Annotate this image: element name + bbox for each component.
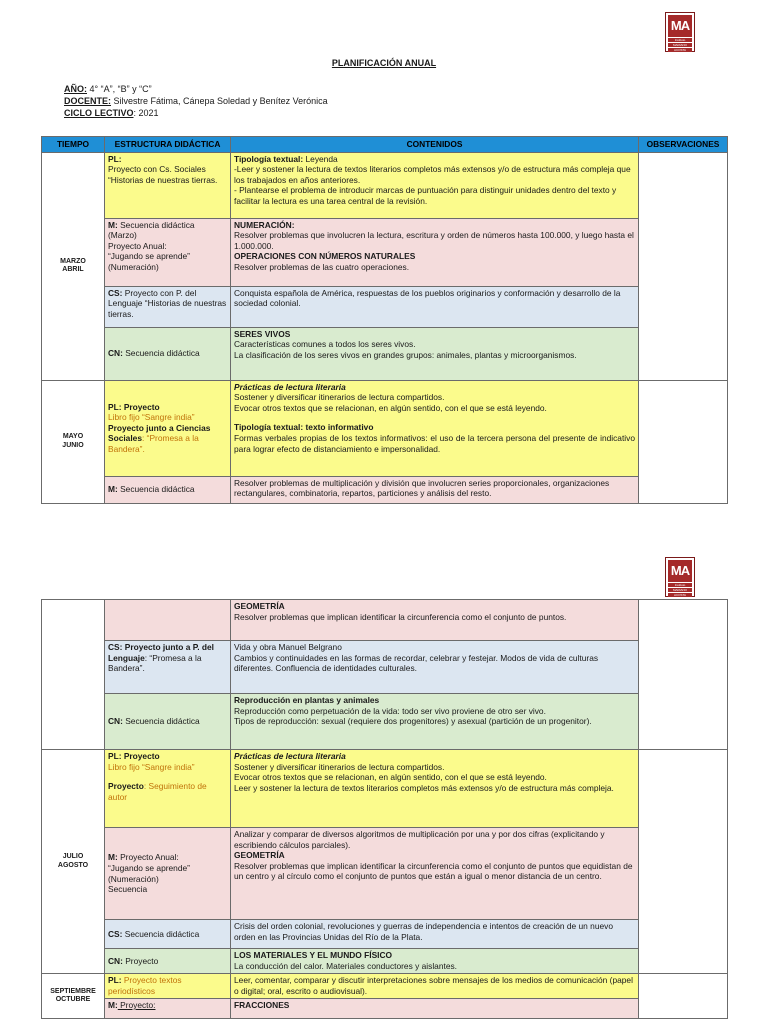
tiempo-label: SEPTIEMBRE: [50, 987, 96, 995]
contenidos-cell: [231, 920, 639, 949]
table-row: [42, 974, 728, 999]
docente-value: Silvestre Fátima, Cánepa Soledad y Benítez Verónica: [111, 96, 328, 106]
area-label: CN:: [108, 955, 123, 966]
area-label: CS:: [108, 287, 123, 298]
ciclo-value: : 2021: [133, 108, 159, 118]
observaciones-cell: [639, 600, 728, 750]
contenido-text: La clasificación de los seres vivos en grandes grupos: animales, plantas y microorganismos.: [234, 349, 577, 360]
table-row: [42, 476, 728, 503]
tiempo-label: JUNIO: [62, 441, 84, 449]
table-row: [42, 218, 728, 286]
header-contenidos: CONTENIDOS: [231, 137, 639, 153]
logo-letters: MA: [668, 560, 692, 582]
estructura-text: Proyecto: [122, 955, 159, 966]
estructura-cell: [105, 694, 231, 750]
observaciones-cell: [639, 380, 728, 503]
estructura-text: : “Promesa a la Bandera”.: [108, 433, 199, 454]
estructura-cell: [105, 641, 231, 694]
contenido-text: Evocar otros textos que se relacionan, en algún sentido, con el que se está leyendo.: [234, 402, 547, 413]
contenido-text: Resolver problemas que involucren la lectura, escritura y orden de números hasta 100.000, y luego hasta el 1.000.000.: [234, 230, 634, 251]
planning-table-page-1: [41, 136, 728, 504]
tiempo-label: AGOSTO: [57, 861, 89, 869]
estructura-cell: [105, 218, 231, 286]
contenidos-cell: [231, 327, 639, 380]
contenido-heading-bold: Tipología textual:: [234, 153, 304, 164]
estructura-cell: [105, 920, 231, 949]
tiempo-label: JULIO: [62, 853, 84, 860]
estructura-text: Secuencia: [108, 884, 148, 895]
estructura-text: : Seguimiento de autor: [108, 781, 207, 802]
docente-line: [64, 96, 328, 107]
contenido-text: Resolver problemas que implican identificar la circunferencia como el conjunto de puntos.: [234, 611, 567, 622]
page-2: [0, 548, 768, 1024]
contenidos-cell: [231, 974, 639, 999]
anio-label: AÑO:: [64, 84, 87, 94]
contenido-text: Características comunes a todos los seres vivos.: [234, 339, 416, 350]
document-title: PLANIFICACIÓN ANUAL: [331, 58, 437, 68]
school-logo: [665, 12, 695, 52]
area-label: M:: [108, 219, 118, 230]
estructura-text: Proyecto con P. del Lenguaje “Historias de nuestras tierras.: [108, 287, 227, 319]
table-row: [42, 327, 728, 380]
tiempo-cell: [42, 152, 105, 380]
logo-line-2: MARIANO: [668, 588, 692, 592]
tiempo-cell: [42, 750, 105, 974]
estructura-text: Proyecto Anual:: [117, 852, 179, 863]
header-observaciones: OBSERVACIONES: [639, 137, 728, 153]
header-estructura: ESTRUCTURA DIDÁCTICA: [105, 137, 231, 153]
contenido-heading: GEOMETRÍA: [234, 601, 285, 611]
ciclo-line: [64, 108, 159, 119]
ciclo-label: CICLO LECTIVO: [64, 108, 134, 118]
docente-label: DOCENTE:: [64, 96, 111, 106]
contenido-text: - Plantearse el problema de introducir marcas de puntuación para distinguir unidades dentro del texto y facilitar la lectura es una tarea central de la revisión.: [234, 185, 617, 206]
contenido-heading: OPERACIONES CON NÚMEROS NATURALES: [234, 251, 416, 262]
contenido-text: Resolver problemas de las cuatro operaciones.: [234, 261, 410, 272]
estructura-text: (Numeración): [108, 873, 159, 884]
contenidos-cell: [231, 380, 639, 476]
estructura-line: [108, 220, 227, 231]
area-label: PL:: [108, 153, 122, 164]
contenidos-cell: [231, 476, 639, 503]
logo-line-1: Instituto: [668, 38, 692, 42]
contenido-text: Conquista española de América, respuestas de los pueblos originarios y conformación y desarrollo de la sociedad colonial.: [234, 287, 621, 309]
table-row: [42, 380, 728, 476]
estructura-text: Libro fijo “Sangre india”: [108, 761, 195, 772]
estructura-cell: [105, 949, 231, 974]
estructura-bold: CS: Proyecto junto a P. del Lenguaje: [108, 642, 214, 663]
tiempo-label: MARZO: [60, 257, 86, 265]
contenido-heading: LOS MATERIALES Y EL MUNDO FÍSICO: [234, 950, 393, 960]
tiempo-label: OCTUBRE: [55, 996, 91, 1003]
contenido-heading: SERES VIVOS: [234, 328, 291, 339]
estructura-cell: [105, 750, 231, 828]
contenido-heading: [234, 154, 635, 165]
contenidos-cell: [231, 600, 639, 641]
table-row: [42, 920, 728, 949]
estructura-cell: [105, 286, 231, 327]
contenido-text: Analizar y comparar de diversos algoritmos de multiplicación por una y por dos cifras (explicitando y escribiendo cálculos parciales).: [234, 829, 605, 850]
table-row: [42, 949, 728, 974]
anio-value: 4° “A”, “B” y “C”: [87, 84, 152, 94]
estructura-text: Proyecto:: [117, 1000, 156, 1010]
contenido-text: Vida y obra Manuel Belgrano: [234, 642, 342, 652]
page-gap: [0, 540, 768, 548]
contenidos-cell: [231, 750, 639, 828]
estructura-text: Libro fijo “Sangre india”: [108, 412, 195, 423]
contenido-heading: Reproducción en plantas y animales: [234, 695, 380, 705]
estructura-text: (Marzo): [108, 230, 137, 241]
tiempo-cell: [42, 380, 105, 503]
estructura-bold: Proyecto: [108, 781, 144, 792]
area-label: M:: [108, 484, 118, 495]
estructura-line: [108, 781, 227, 802]
observaciones-cell: [639, 974, 728, 1019]
contenidos-cell: [231, 218, 639, 286]
area-label: CS:: [108, 928, 123, 939]
estructura-cell: [105, 974, 231, 999]
logo-line-3: ACOSTA: [668, 593, 692, 597]
tiempo-cell: [42, 600, 105, 750]
table-row: [42, 694, 728, 750]
contenidos-cell: [231, 999, 639, 1019]
estructura-bold: Proyecto junto a Ciencias Sociales: [108, 422, 211, 444]
estructura-text: Secuencia didáctica: [122, 928, 200, 939]
table-row: [42, 152, 728, 218]
area-label: M:: [108, 1000, 118, 1010]
contenido-text: Tipos de reproducción: sexual (requiere dos progenitores) y asexual (partición de un progenitor).: [234, 716, 592, 727]
table-row: [42, 999, 728, 1019]
contenido-heading-text: Leyenda: [303, 153, 338, 164]
contenido-text: Resolver problemas de multiplicación y división que involucren series proporcionales, organizaciones rectangulares, combinatoria, repartos, particiones y análisis del resto.: [234, 477, 610, 499]
contenido-text: Sostener y diversificar itinerarios de lectura compartidos.: [234, 761, 445, 772]
table-row: [42, 750, 728, 828]
contenidos-cell: [231, 949, 639, 974]
contenido-text: Formas verbales propias de los textos informativos: el uso de la tercera persona del presente de indicativo para lograr efecto de distanciamiento e impersonalidad.: [234, 432, 635, 454]
observaciones-cell: [639, 750, 728, 974]
contenido-heading: Prácticas de lectura literaria: [234, 751, 346, 761]
estructura-text: Proyecto Anual:: [108, 240, 167, 251]
estructura-text: Proyecto textos periodísticos: [108, 975, 182, 996]
table-header-row: [42, 137, 728, 153]
anio-line: [64, 84, 152, 95]
tiempo-label: MAYO: [62, 433, 84, 441]
table-row: [42, 641, 728, 694]
contenido-text: La conducción del calor. Materiales conductores y aislantes.: [234, 960, 457, 971]
estructura-text: “Jugando se aprende”: [108, 251, 190, 262]
estructura-cell: [105, 600, 231, 641]
contenido-heading: Tipología textual: texto informativo: [234, 422, 374, 433]
estructura-text: Secuencia didáctica: [122, 716, 200, 727]
estructura-text: : “Promesa a la Bandera”.: [108, 652, 202, 674]
contenido-text: Sostener y diversificar itinerarios de lectura compartidos.: [234, 392, 445, 403]
logo-line-3: ACOSTA: [668, 48, 692, 52]
estructura-cell: [105, 327, 231, 380]
estructura-line: [108, 423, 227, 455]
logo-line-1: Instituto: [668, 583, 692, 587]
contenido-text: Leer y sostener la lectura de textos literarios completos más extensos y/o de estructura más compleja.: [234, 782, 614, 793]
contenido-text: Crisis del orden colonial, revoluciones y guerras de independencia e intentos de creación de un nuevo orden en las Provincias Unidas del Río de la Plata.: [234, 921, 613, 942]
contenidos-cell: [231, 286, 639, 327]
contenido-text: -Leer y sostener la lectura de textos literarios completos más extensos y/o de estructura más compleja que los trabajados en años anteriores.: [234, 164, 631, 185]
estructura-text: Secuencia didáctica: [117, 484, 195, 495]
planning-table-page-2: [41, 599, 728, 1019]
estructura-cell: [105, 828, 231, 920]
estructura-text: Secuencia didáctica: [122, 348, 200, 359]
contenido-text: Reproducción como perpetuación de la vida: todo ser vivo proviene de otro ser vivo.: [234, 705, 546, 716]
estructura-text: Secuencia didáctica: [117, 219, 195, 230]
estructura-cell: [105, 476, 231, 503]
estructura-cell: [105, 152, 231, 218]
tiempo-label: ABRIL: [62, 266, 84, 274]
contenido-heading: GEOMETRÍA: [234, 850, 285, 861]
contenido-text: Cambios y continuidades en las formas de recordar, celebrar y festejar. Modos de vida de culturas diferentes. Confluencia de identidades culturales.: [234, 652, 599, 674]
contenidos-cell: [231, 152, 639, 218]
table-row: [42, 600, 728, 641]
contenidos-cell: [231, 641, 639, 694]
contenido-text: Evocar otros textos que se relacionan, en algún sentido, con el que se está leyendo.: [234, 772, 547, 783]
area-label: CN:: [108, 716, 123, 727]
tiempo-cell: [42, 974, 105, 1019]
contenido-text: Resolver problemas que implican identificar la circunferencia como el conjunto de puntos que equidistan de un centro y al círculo como el conjunto de puntos que están a igual o menor distancia de un centro.: [234, 860, 633, 882]
school-logo: [665, 557, 695, 597]
area-label: PL:: [108, 975, 122, 985]
contenido-text: Leer, comentar, comparar y discutir interpretaciones sobre mensajes de los medios de comunicación (papel o digital; oral, escrito o audiovisual).: [234, 975, 633, 996]
logo-line-2: MARIANO: [668, 43, 692, 47]
contenidos-cell: [231, 828, 639, 920]
contenido-heading: FRACCIONES: [234, 1000, 290, 1010]
estructura-text: Proyecto con Cs. Sociales “Historias de nuestras tierras.: [108, 164, 218, 185]
estructura-text: “Jugando se aprende”: [108, 862, 190, 873]
contenido-heading: NUMERACIÓN:: [234, 219, 295, 230]
logo-letters: MA: [668, 15, 692, 37]
table-row: [42, 286, 728, 327]
estructura-cell: [105, 999, 231, 1019]
table-row: [42, 828, 728, 920]
estructura-line: [108, 852, 227, 863]
header-tiempo: TIEMPO: [42, 137, 105, 153]
contenido-heading: Prácticas de lectura literaria: [234, 381, 346, 392]
area-label: CN:: [108, 348, 123, 359]
contenidos-cell: [231, 694, 639, 750]
observaciones-cell: [639, 152, 728, 380]
area-label: M:: [108, 852, 118, 863]
area-label: PL: Proyecto: [108, 401, 160, 412]
estructura-text: (Numeración): [108, 261, 159, 272]
estructura-cell: [105, 380, 231, 476]
area-label: PL: Proyecto: [108, 751, 160, 761]
